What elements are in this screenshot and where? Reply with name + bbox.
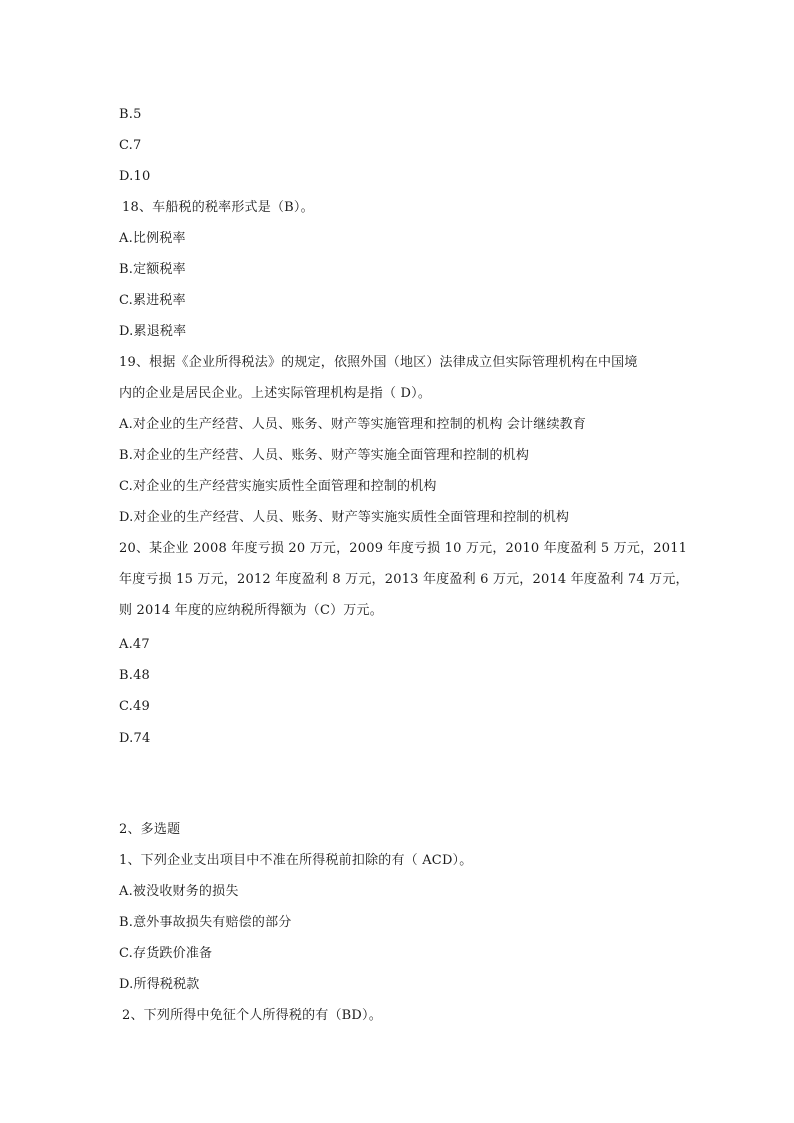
question-18: 18、车船税的税率形式是（B）。 bbox=[122, 200, 314, 215]
q18-option-a: A.比例税率 bbox=[119, 231, 186, 246]
q20-option-c: C.49 bbox=[119, 699, 150, 714]
q19-option-d: D.对企业的生产经营、人员、账务、财产等实施实质性全面管理和控制的机构 bbox=[119, 510, 570, 525]
q18-option-d: D.累退税率 bbox=[119, 324, 187, 339]
section-heading-multiple-choice: 2、多选题 bbox=[119, 822, 181, 837]
q18-option-c: C.累进税率 bbox=[119, 293, 186, 308]
question-20-line-3: 则 2014 年度的应纳税所得额为（C）万元。 bbox=[119, 603, 383, 618]
q19-option-a: A.对企业的生产经营、人员、账务、财产等实施管理和控制的机构 会计继续教育 bbox=[119, 417, 587, 432]
option-c-7: C.7 bbox=[119, 138, 142, 153]
question-20-line-2: 年度亏损 15 万元，2012 年度盈利 8 万元，2013 年度盈利 6 万元，2014 年度盈利 74 万元， bbox=[119, 572, 689, 587]
q18-option-b: B.定额税率 bbox=[119, 262, 186, 277]
q20-option-a: A.47 bbox=[119, 637, 150, 652]
mc-question-2: 2、下列所得中免征个人所得税的有（BD）。 bbox=[122, 1008, 382, 1023]
mc-q1-option-a: A.被没收财务的损失 bbox=[119, 884, 239, 899]
question-20-line-1: 20、某企业 2008 年度亏损 20 万元，2009 年度亏损 10 万元，2010 年度盈利 5 万元，2011 bbox=[119, 541, 688, 556]
q20-option-d: D.74 bbox=[119, 731, 151, 746]
q20-option-b: B.48 bbox=[119, 668, 151, 683]
mc-q1-option-d: D.所得税税款 bbox=[119, 977, 200, 992]
q19-option-c: C.对企业的生产经营实施实质性全面管理和控制的机构 bbox=[119, 479, 437, 494]
option-b-5: B.5 bbox=[119, 107, 142, 122]
option-d-10: D.10 bbox=[119, 169, 151, 184]
mc-q1-option-c: C.存货跌价准备 bbox=[119, 946, 213, 961]
q19-option-b: B.对企业的生产经营、人员、账务、财产等实施全面管理和控制的机构 bbox=[119, 448, 530, 463]
mc-q1-option-b: B.意外事故损失有赔偿的部分 bbox=[119, 915, 292, 930]
question-19-line-2: 内的企业是居民企业。上述实际管理机构是指（ D）。 bbox=[119, 386, 432, 401]
mc-question-1: 1、下列企业支出项目中不准在所得税前扣除的有（ ACD）。 bbox=[119, 853, 473, 868]
question-19-line-1: 19、根据《企业所得税法》的规定，依照外国（地区）法律成立但实际管理机构在中国境 bbox=[119, 355, 638, 370]
